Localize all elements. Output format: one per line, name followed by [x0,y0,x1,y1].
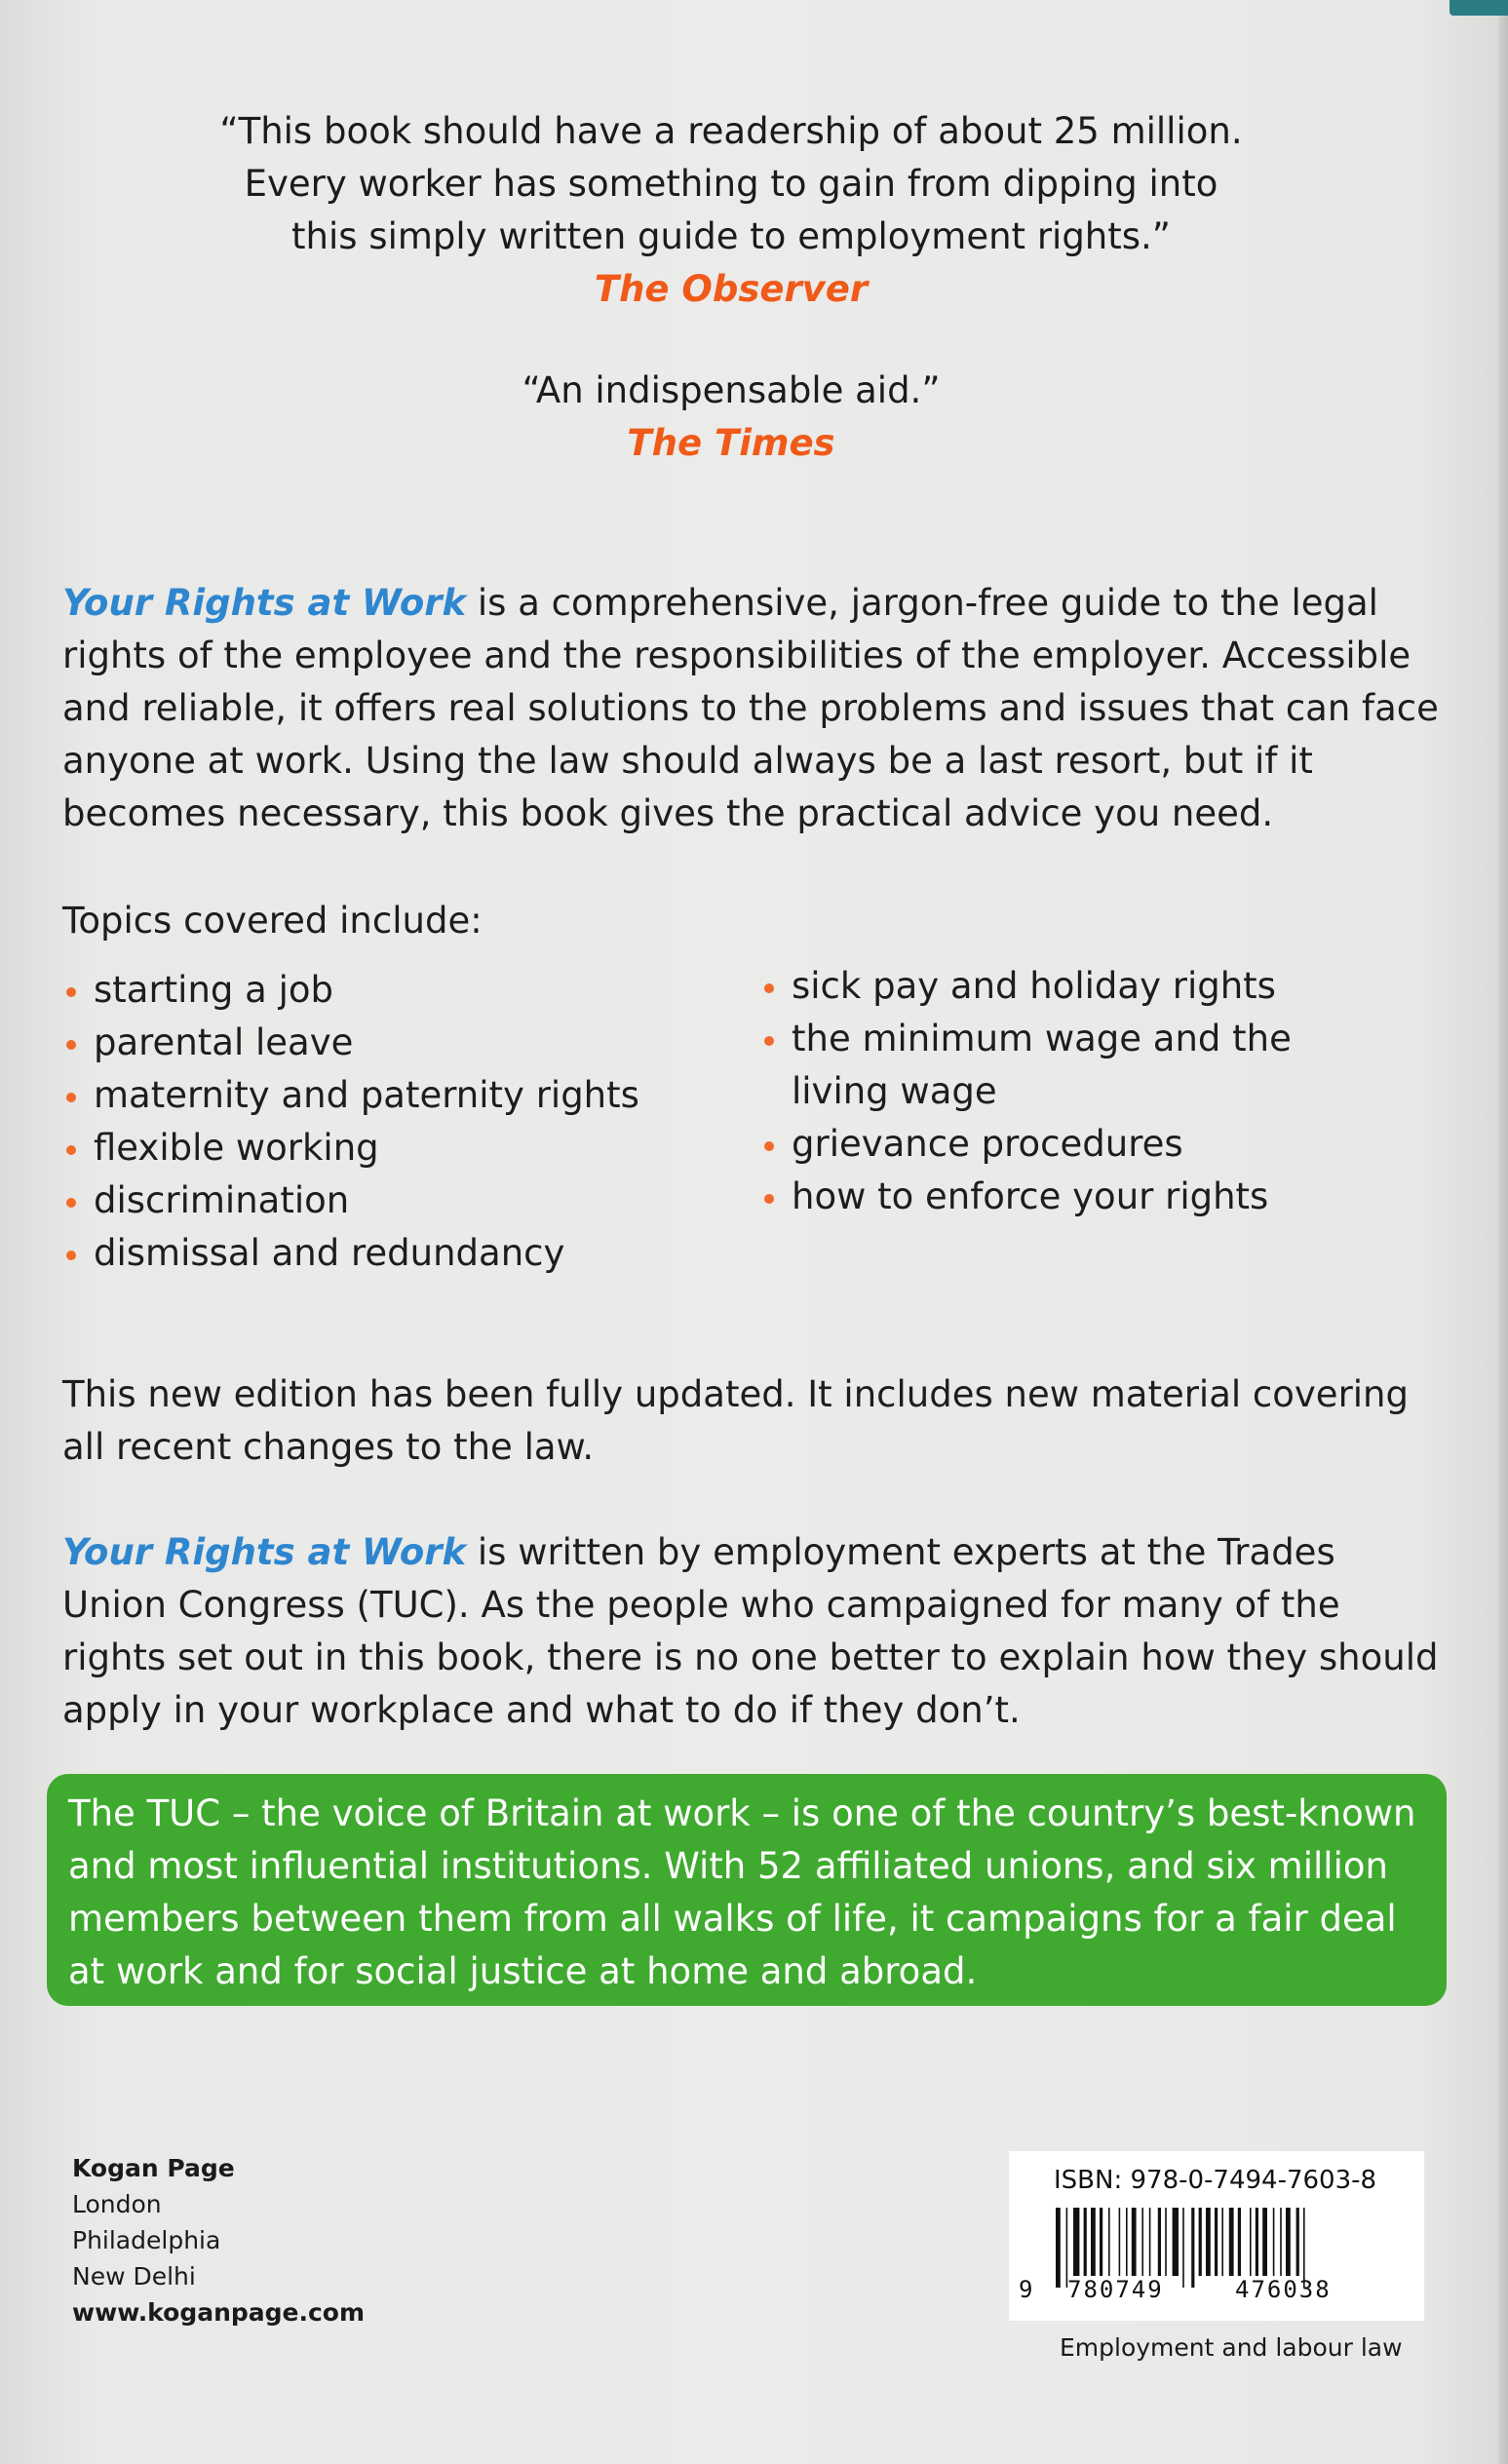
publisher-website: www.koganpage.com [72,2298,366,2327]
intro-paragraph [62,577,1447,840]
list-item: sick pay and holiday rights [760,960,1443,1013]
authors-text: is written by employment experts at the Trades Union Congress (TUC). As the people who campaigned for many of the rights set out in this book, there is no one better to explain how they should apply in your workplace and what to do if they don’t. [62,1531,1439,1731]
book-title: Your Rights at Work [62,1531,467,1573]
list-item: the minimum wage and the living wage [760,1013,1337,1118]
quote-source: The Times [627,422,835,464]
list-item: how to enforce your rights [760,1171,1443,1223]
quote-line: Every worker has something to gain from dipping into [244,163,1218,205]
intro-text: is a comprehensive, jargon-free guide to the legal rights of the employee and the responsibilities of the employer. Accessible and reliable, it offers real solutions to the problems and issues that can face anyone at work. Using the law should always be a last resort, but if it becomes necessary, this book gives the practical advice you need. [62,582,1439,834]
topics-list-right [760,960,1443,1223]
book-title: Your Rights at Work [62,582,467,624]
authors-paragraph [62,1526,1447,1737]
list-item: flexible working [62,1122,745,1174]
topics-list-left [62,964,745,1280]
review-quote-times [156,365,1306,470]
quote-line: this simply written guide to employment rights.” [291,215,1171,257]
corner-color-mark [1450,0,1508,16]
publisher-city: Philadelphia [72,2226,221,2254]
publisher-name: Kogan Page [72,2154,235,2182]
list-item: maternity and paternity rights [62,1069,745,1122]
list-item: parental leave [62,1017,745,1069]
tuc-info-text: The TUC – the voice of Britain at work – is one of the country’s best-known and most influential institutions. With 52 affiliated unions, and six million members between them from all walks of life, it campaigns for a fair deal at work and for social justice at home and abroad. [68,1792,1416,1992]
quote-line: “This book should have a readership of about 25 million. [219,110,1243,152]
list-item: dismissal and redundancy [62,1227,745,1280]
cover-edge [1498,0,1508,2464]
publisher-city: London [72,2190,162,2218]
quote-line: “An indispensable aid.” [522,369,941,411]
barcode-digits-left: 780749 [1067,2276,1164,2303]
publisher-block [72,2150,365,2330]
publisher-city: New Delhi [72,2262,196,2291]
topics-heading: Topics covered include: [62,900,483,942]
isbn-label: ISBN: 978-0-7494-7603-8 [1054,2166,1377,2195]
list-item: discrimination [62,1174,745,1227]
barcode-digit-first: 9 [1019,2276,1033,2303]
review-quote-observer [156,105,1306,316]
isbn-barcode-box [1009,2151,1424,2321]
quote-source: The Observer [594,268,869,310]
list-item: starting a job [62,964,745,1017]
barcode-digits-right: 476038 [1235,2276,1332,2303]
subject-category: Employment and labour law [1060,2333,1403,2362]
tuc-info-box [47,1774,1447,2006]
list-item: grievance procedures [760,1118,1443,1171]
edition-note: This new edition has been fully updated. It includes new material covering all recent changes to the law. [62,1373,1409,1468]
